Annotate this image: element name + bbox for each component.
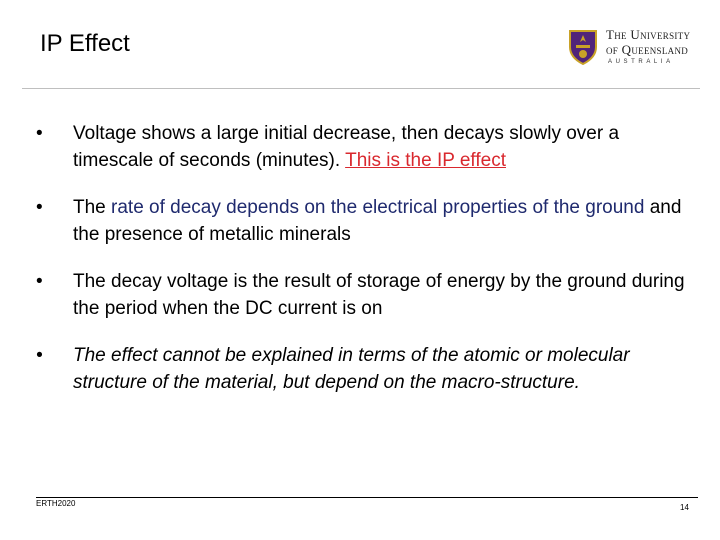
bullet-item-macro-structure	[36, 342, 686, 396]
bullet-item-voltage	[36, 120, 686, 174]
bullet-text: The decay voltage is the result of storage of energy by the ground during the period when the DC current is on	[73, 271, 685, 319]
bullet-text: The effect cannot be explained in terms of the atomic or molecular structure of the material, but depend on the macro-structure.	[73, 345, 630, 393]
bullet-text: Voltage shows a large initial decrease, then decays slowly over a timescale of seconds (minutes).	[73, 123, 620, 171]
bullet-marker: •	[36, 123, 43, 144]
title-divider	[22, 88, 700, 89]
bullet-item-rate-of-decay	[36, 194, 686, 248]
bullet-marker: •	[36, 345, 43, 366]
bullet-list	[36, 120, 686, 416]
university-logo	[568, 26, 708, 70]
ip-effect-highlight: This is the IP effect	[345, 150, 506, 171]
slide-title: IP Effect	[40, 30, 130, 57]
footer-divider	[36, 497, 698, 498]
course-code: ERTH2020	[36, 499, 76, 508]
crest-icon	[568, 29, 598, 65]
bullet-marker: •	[36, 271, 43, 292]
bullet-text-continued: and the presence of metallic minerals	[73, 197, 682, 245]
rate-of-decay-emphasis: rate of decay depends on the electrical properties of the ground	[111, 197, 645, 218]
logo-line-queensland: of Queensland	[606, 42, 689, 57]
logo-line-australia: AUSTRALIA	[608, 59, 674, 65]
bullet-text: The	[73, 197, 112, 218]
bullet-item-decay-voltage	[36, 268, 686, 322]
bullet-marker: •	[36, 197, 43, 218]
logo-line-university: The University	[606, 27, 691, 42]
page-number: 14	[680, 503, 689, 512]
